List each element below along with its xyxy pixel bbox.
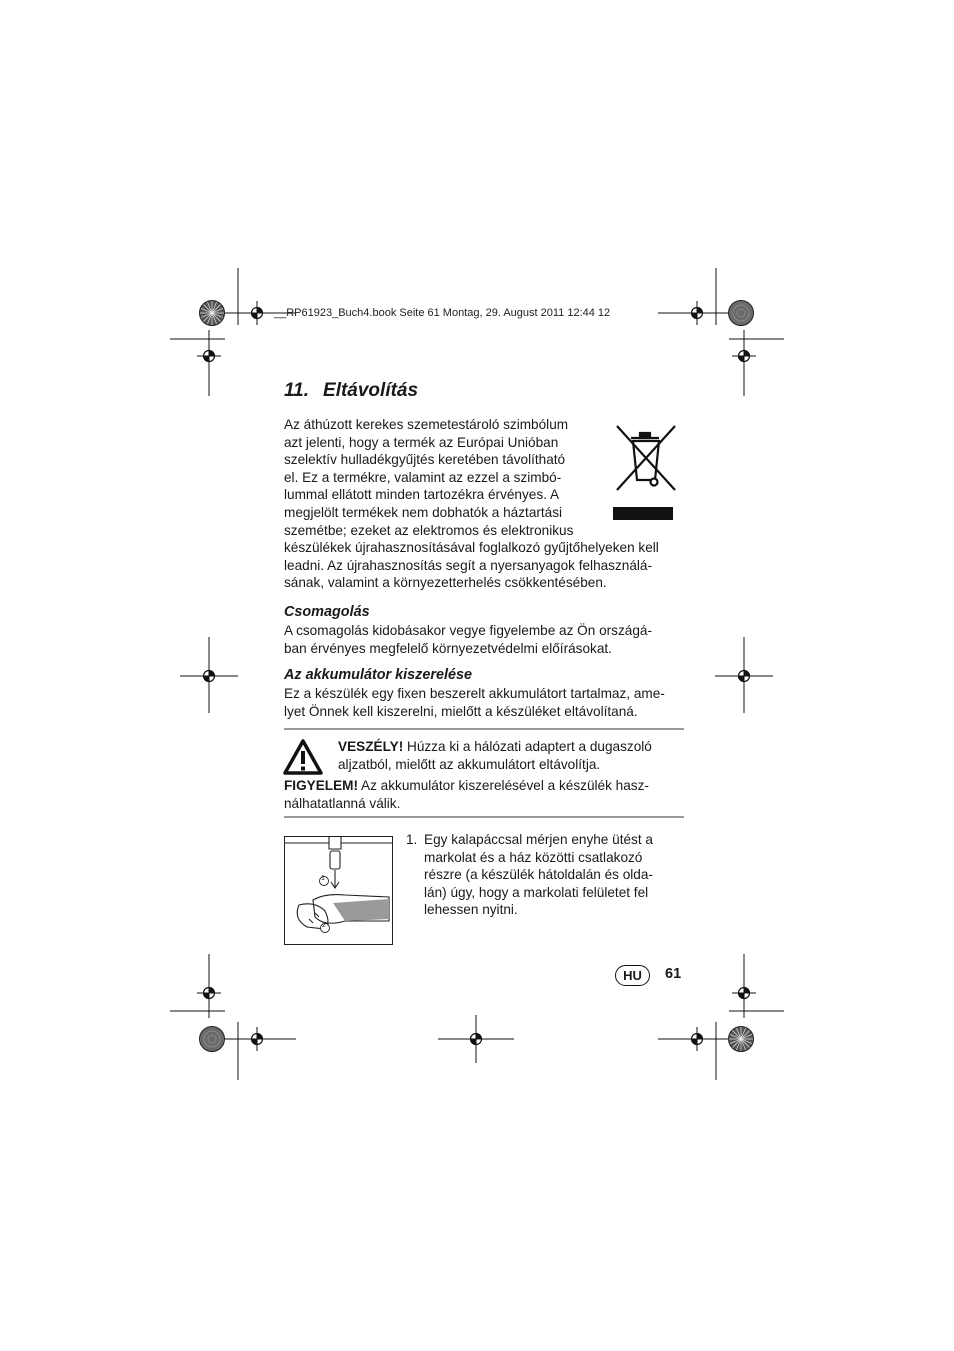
paragraph-line: szelektív hulladékgyűjtés keretében távolítható (284, 452, 566, 468)
attention-text: Az akkumulátor kiszerelésével a készülék hasz- (358, 778, 649, 793)
paragraph-line: lummal ellátott minden tartozékra érvényes. A (284, 487, 560, 503)
step-line: Egy kalapáccsal mérjen enyhe ütést a (424, 832, 653, 847)
callout-2: 2 (322, 922, 326, 929)
step-line: markolat és a ház közötti csatlakozó (424, 849, 643, 865)
packaging-heading: Csomagolás (284, 604, 370, 620)
warning-bottom-rule (284, 816, 684, 818)
language-badge: HU (615, 965, 650, 986)
paragraph-line: el. Ez a termékre, valamint az ezzel a szimbó- (284, 469, 562, 485)
paragraph-line: Az áthúzott kerekes szemetestároló szimbólum (284, 417, 569, 432)
paragraph-line: azt jelenti, hogy a termék az Európai Unióban (284, 434, 559, 450)
battery-paragraph (284, 685, 665, 720)
paragraph-line: Ez a készülék egy fixen beszerelt akkumulátort tartalmaz, ame- (284, 686, 665, 701)
attention-line (284, 777, 649, 795)
section-title (284, 380, 418, 402)
danger-line (338, 738, 652, 756)
book-file-header: __RP61923_Buch4.book Seite 61 Montag, 29. August 2011 12:44 12 (274, 307, 611, 319)
step-number: 1. (406, 832, 418, 847)
section-title-text: Eltávolítás (323, 380, 419, 401)
crossed-wheelie-bin-icon (607, 420, 685, 522)
paragraph-line: szemétbe; ezeket az elektromos és elektronikus (284, 522, 574, 538)
section-number: 11. (284, 380, 310, 401)
paragraph-line: ban érvényes megfelelő környezetvédelmi előírásokat. (284, 640, 612, 656)
attention-label: FIGYELEM! (284, 778, 359, 793)
battery-heading: Az akkumulátor kiszerelése (284, 667, 472, 683)
paragraph-line: készülékek újrahasznosításával foglalkozó gyűjtőhelyeken kell (284, 540, 659, 555)
attention-line-2: nálhatatlanná válik. (284, 796, 401, 811)
callout-1: 1 (321, 875, 325, 882)
step-line: részre (a készülék hátoldalán és olda- (424, 867, 653, 883)
step-line: lán) úgy, hogy a markolati felületet fel (424, 884, 649, 900)
packaging-paragraph (284, 622, 652, 657)
danger-label: VESZÉLY! (338, 739, 404, 754)
figure-frame (284, 836, 393, 945)
paragraph-line: A csomagolás kidobásakor vegye figyelembe az Ön országá- (284, 623, 652, 638)
warning-triangle-icon (283, 739, 323, 775)
hammer-on-handle-illustration-icon (285, 837, 392, 944)
paragraph-line: lyet Önnek kell kiszerelni, mielőtt a készüléket eltávolítaná. (284, 703, 638, 719)
danger-line-2: aljzatból, mielőtt az akkumulátort eltávolítja. (338, 757, 601, 772)
disposal-paragraph-wrapped (284, 416, 594, 539)
danger-text: Húzza ki a hálózati adaptert a dugaszoló (403, 739, 652, 754)
warning-top-rule (284, 728, 684, 730)
paragraph-line: leadni. Az újrahasznosítás segít a nyersanyagok felhasználá- (284, 557, 653, 573)
page-number: 61 (665, 966, 682, 982)
step-text (424, 831, 653, 919)
paragraph-line: megjelölt termékek nem dobhatók a háztartási (284, 504, 563, 520)
step-line: lehessen nyitni. (424, 902, 518, 918)
paragraph-line: sának, valamint a környezetterhelés csökkentésében. (284, 575, 607, 591)
disposal-paragraph-full (284, 539, 694, 592)
